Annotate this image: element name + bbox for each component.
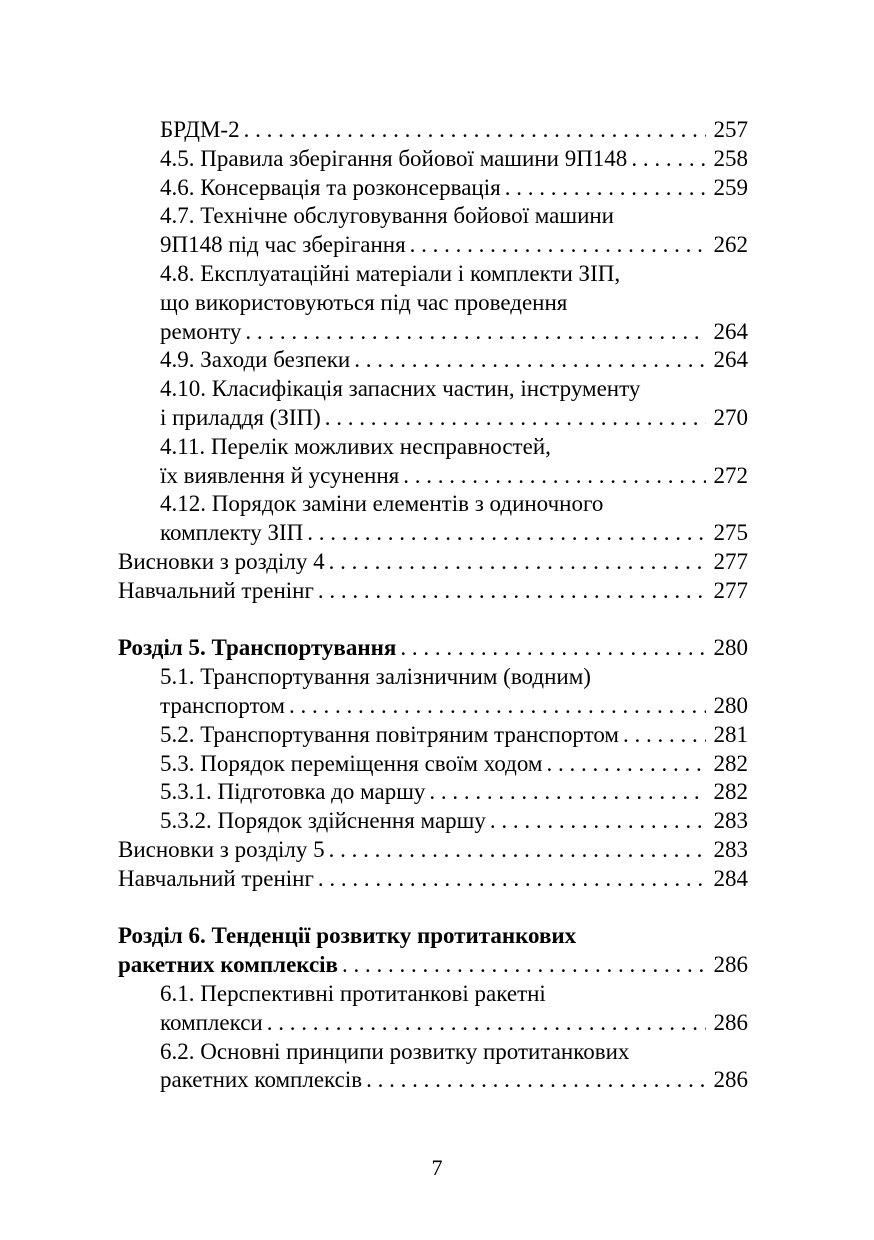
toc-dot-leader <box>325 404 706 433</box>
toc-entry-title: Розділ 6. Тенденції розвитку протитанкових <box>118 923 577 949</box>
toc-entry-continuation <box>118 490 748 519</box>
toc-entry <box>118 116 748 145</box>
toc-dot-leader <box>631 145 706 174</box>
toc-entry-continuation <box>118 922 748 951</box>
toc-page-number: 262 <box>713 232 748 258</box>
toc-entry-continuation <box>118 663 748 692</box>
toc-dot-leader <box>329 548 706 577</box>
toc-page-number: 286 <box>713 952 748 978</box>
toc-page-number: 258 <box>713 145 748 171</box>
toc-entry-title: Висновки з розділу 5 <box>118 836 325 862</box>
toc-entry-continuation <box>118 289 748 318</box>
toc-entry-title: 4.6. Консервація та розконсервація <box>160 174 501 200</box>
toc-entry-title: 5.3.2. Порядок здійснення маршу <box>160 808 486 834</box>
toc-entry-continuation <box>118 1038 748 1067</box>
toc-entry <box>118 404 748 433</box>
toc-entry <box>118 865 748 894</box>
toc-entry <box>118 778 748 807</box>
toc-entry <box>118 750 748 779</box>
toc-entry-title: БРДМ-2 <box>160 117 240 142</box>
toc-page-number: 275 <box>713 520 748 546</box>
toc-page-number: 264 <box>713 347 748 373</box>
toc-entry-title: 4.11. Перелік можливих несправностей, <box>160 433 551 459</box>
toc-entry-title: Навчальний тренінг <box>118 577 314 603</box>
toc-entry-continuation <box>118 980 748 1009</box>
toc-page-number: 283 <box>713 836 748 862</box>
toc-dot-leader <box>244 116 706 145</box>
toc-page-number: 283 <box>713 808 748 834</box>
toc-entry <box>118 346 748 375</box>
toc-entry-title: транспортом <box>160 692 285 718</box>
toc-entry <box>118 951 748 980</box>
toc-entry-title: Навчальний тренінг <box>118 865 314 891</box>
toc-page-number: 280 <box>713 635 748 661</box>
toc-dot-leader <box>329 836 706 865</box>
toc-dot-leader <box>547 750 707 779</box>
toc-entry <box>118 1009 748 1038</box>
toc-entry-title: 4.12. Порядок заміни елементів з одиночного <box>160 491 604 517</box>
toc-page-number: 259 <box>713 174 748 200</box>
toc-entry-title: 4.8. Експлуатаційні матеріали і комплекти ЗІП, <box>160 260 621 286</box>
toc-dot-leader <box>307 519 706 548</box>
toc-entry-title: 4.7. Технічне обслуговування бойової машини <box>160 203 614 229</box>
toc-entry-title: 4.9. Заходи безпеки <box>160 347 351 373</box>
toc-entry-continuation <box>118 202 748 231</box>
toc-entry <box>118 836 748 865</box>
toc-entry <box>118 462 748 491</box>
toc-page-number: 282 <box>713 750 748 776</box>
toc-dot-leader <box>342 951 706 980</box>
toc-dot-leader <box>403 462 706 491</box>
toc-entry-continuation <box>118 375 748 404</box>
toc-entry <box>118 634 748 663</box>
toc-entry <box>118 721 748 750</box>
toc-entry-title: що використовуються під час проведення <box>160 289 568 315</box>
toc-dot-leader <box>289 692 706 721</box>
toc-entry-title: Висновки з розділу 4 <box>118 548 325 574</box>
toc-dot-leader <box>623 721 706 750</box>
toc-entry-title: Розділ 5. Транспортування <box>118 635 397 661</box>
toc-page-number: 264 <box>713 318 748 344</box>
toc-entry-continuation <box>118 433 748 462</box>
toc-entry <box>118 519 748 548</box>
toc-dot-leader <box>366 1066 706 1095</box>
table-of-contents <box>118 116 748 1095</box>
toc-entry <box>118 174 748 203</box>
toc-entry-title: 5.3.1. Підготовка до маршу <box>160 779 426 805</box>
toc-entry <box>118 577 748 606</box>
toc-dot-leader <box>267 1009 706 1038</box>
toc-page-number: 277 <box>713 577 748 603</box>
toc-dot-leader <box>354 346 706 375</box>
toc-entry-title: і приладдя (ЗІП) <box>160 404 321 430</box>
toc-entry-title: комплекси <box>160 1009 263 1035</box>
toc-entry-title: ремонту <box>160 318 242 344</box>
toc-page-number: 286 <box>713 1009 748 1035</box>
toc-entry-title: 5.2. Транспортування повітряним транспортом <box>160 721 619 747</box>
section-gap <box>118 606 748 635</box>
toc-entry <box>118 1066 748 1095</box>
toc-dot-leader <box>245 318 706 347</box>
toc-dot-leader <box>400 634 706 663</box>
toc-entry <box>118 807 748 836</box>
toc-page-number: 286 <box>713 1067 748 1093</box>
toc-entry-title: 4.10. Класифікація запасних частин, інструменту <box>160 376 641 402</box>
page-number: 7 <box>431 1155 443 1180</box>
toc-page-number: 280 <box>713 692 748 718</box>
toc-entry <box>118 692 748 721</box>
toc-entry-title: комплекту ЗІП <box>160 520 304 546</box>
toc-entry <box>118 231 748 260</box>
toc-entry-title: 4.5. Правила зберігання бойової машини 9П148 <box>160 145 628 171</box>
toc-entry-title: 9П148 під час зберігання <box>160 232 406 258</box>
toc-entry-title: 6.1. Перспективні протитанкові ракетні <box>160 980 546 1006</box>
toc-dot-leader <box>318 865 706 894</box>
toc-page-number: 281 <box>713 721 748 747</box>
toc-page-number: 282 <box>713 779 748 805</box>
toc-entry <box>118 548 748 577</box>
toc-entry <box>118 145 748 174</box>
toc-entry-title: їх виявлення й усунення <box>160 462 400 488</box>
toc-entry-title: 5.1. Транспортування залізничним (водним) <box>160 664 591 690</box>
toc-entry-title: ракетних комплексів <box>118 952 338 978</box>
toc-dot-leader <box>490 807 706 836</box>
toc-page-number: 277 <box>713 548 748 574</box>
toc-dot-leader <box>410 231 706 260</box>
toc-dot-leader <box>429 778 706 807</box>
toc-entry-title: 5.3. Порядок переміщення своїм ходом <box>160 750 543 776</box>
section-gap <box>118 894 748 923</box>
toc-page-number: 270 <box>713 404 748 430</box>
toc-page-number: 272 <box>713 462 748 488</box>
toc-page-number: 284 <box>713 865 748 891</box>
toc-entry-title: ракетних комплексів <box>160 1067 363 1093</box>
toc-dot-leader <box>318 577 706 606</box>
toc-dot-leader <box>505 174 706 203</box>
toc-entry <box>118 318 748 347</box>
toc-entry-title: 6.2. Основні принципи розвитку протитанкових <box>160 1038 630 1064</box>
toc-page-number: 257 <box>713 117 748 142</box>
toc-entry-continuation <box>118 260 748 289</box>
